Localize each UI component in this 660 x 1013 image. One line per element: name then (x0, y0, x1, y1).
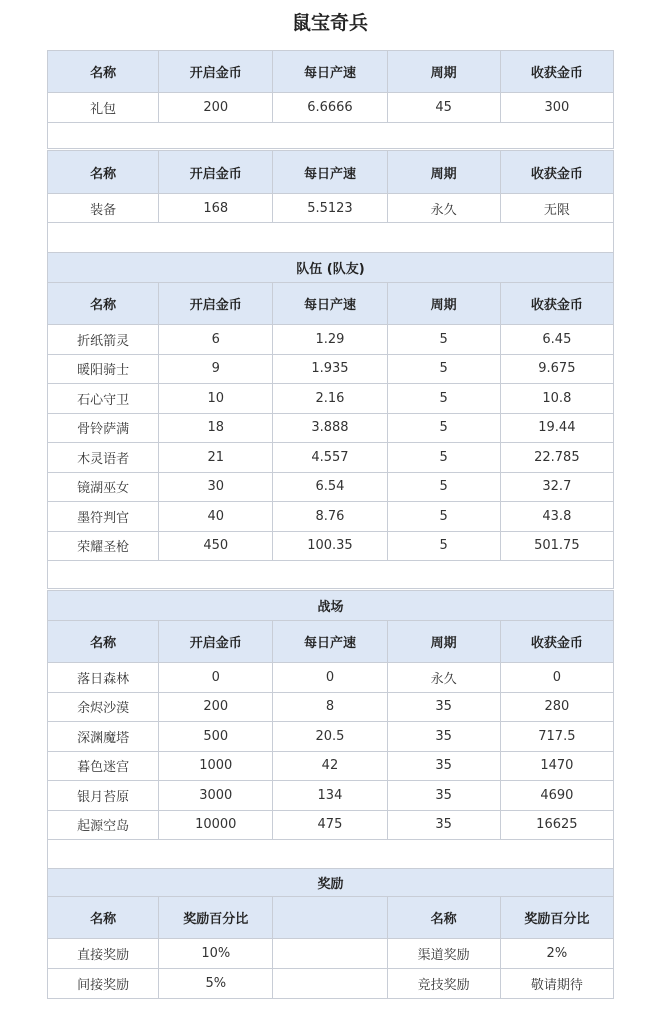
header-cell-percent-2: 奖励百分比 (500, 897, 613, 939)
table-cell: 无限 (500, 194, 613, 223)
table-cell: 35 (387, 810, 500, 840)
table-cell: 500 (159, 722, 273, 752)
table-cell: 5 (387, 502, 500, 532)
table-cell: 5 (387, 443, 500, 473)
table-row (48, 531, 614, 561)
header-cell-cost: 开启金币 (159, 621, 273, 663)
header-cell-name: 名称 (48, 51, 159, 93)
section-title-row (48, 869, 614, 897)
table-cell: 32.7 (500, 472, 613, 502)
table-cell: 10000 (159, 810, 273, 840)
table-cell: 间接奖励 (48, 969, 159, 999)
table-cell: 450 (159, 531, 273, 561)
table-cell: 1.935 (273, 354, 387, 384)
reward-table (47, 868, 614, 999)
table-cell: 35 (387, 722, 500, 752)
header-cell-cost: 开启金币 (159, 151, 273, 194)
table-cell: 5% (159, 969, 273, 999)
header-cell-name-2: 名称 (387, 897, 500, 939)
table-cell: 134 (273, 781, 387, 811)
table-cell: 6.45 (500, 325, 613, 355)
battlefield-table (47, 590, 614, 869)
table-cell: 起源空岛 (48, 810, 159, 840)
header-cell-name: 名称 (48, 621, 159, 663)
gift-table (47, 50, 614, 149)
table-cell: 装备 (48, 194, 159, 223)
header-cell-rate: 每日产速 (273, 283, 387, 325)
table-cell: 1470 (500, 751, 613, 781)
table-cell: 8.76 (273, 502, 387, 532)
header-cell-empty (273, 897, 387, 939)
table-cell: 475 (273, 810, 387, 840)
table-cell: 6.6666 (273, 93, 387, 123)
table-cell: 5.5123 (273, 194, 387, 223)
table-cell: 200 (159, 93, 273, 123)
header-cell-name: 名称 (48, 151, 159, 194)
table-row (48, 751, 614, 781)
table-cell: 落日森林 (48, 663, 159, 693)
table-cell: 9.675 (500, 354, 613, 384)
spacer-row (48, 840, 614, 869)
page-title: 鼠宝奇兵 (291, 12, 368, 34)
table-cell (273, 969, 387, 999)
table-row (48, 502, 614, 532)
table-row (48, 939, 614, 969)
table-cell: 35 (387, 781, 500, 811)
table-cell: 9 (159, 354, 273, 384)
header-row (48, 151, 614, 194)
header-row (48, 51, 614, 93)
table-cell: 1.29 (273, 325, 387, 355)
table-cell: 暮色迷宫 (48, 751, 159, 781)
table-cell: 3.888 (273, 413, 387, 443)
table-cell: 2% (500, 939, 613, 969)
header-cell-period: 周期 (387, 51, 500, 93)
table-cell: 8 (273, 692, 387, 722)
table-cell: 木灵语者 (48, 443, 159, 473)
table-cell: 10% (159, 939, 273, 969)
spacer-row (48, 223, 614, 253)
table-cell: 300 (500, 93, 613, 123)
table-cell: 35 (387, 751, 500, 781)
table-row (48, 413, 614, 443)
table-cell: 敬请期待 (500, 969, 613, 999)
header-row (48, 621, 614, 663)
table-cell: 280 (500, 692, 613, 722)
table-cell: 5 (387, 472, 500, 502)
table-cell: 镜湖巫女 (48, 472, 159, 502)
table-cell: 40 (159, 502, 273, 532)
table-cell: 3000 (159, 781, 273, 811)
spacer-row (48, 123, 614, 149)
header-cell-harvest: 收获金币 (500, 51, 613, 93)
section-title: 队伍 (队友) (48, 253, 614, 283)
table-cell: 200 (159, 692, 273, 722)
table-cell: 717.5 (500, 722, 613, 752)
table-row (48, 325, 614, 355)
table-row (48, 443, 614, 473)
table-cell: 6.54 (273, 472, 387, 502)
table-cell: 墨符判官 (48, 502, 159, 532)
header-cell-harvest: 收获金币 (500, 283, 613, 325)
header-row (48, 283, 614, 325)
table-cell: 6 (159, 325, 273, 355)
table-cell: 5 (387, 354, 500, 384)
table-row (48, 692, 614, 722)
table-row (48, 384, 614, 414)
section-title: 奖励 (48, 869, 614, 897)
table-cell: 43.8 (500, 502, 613, 532)
table-cell: 0 (159, 663, 273, 693)
header-cell-cost: 开启金币 (159, 283, 273, 325)
header-cell-name: 名称 (48, 897, 159, 939)
header-cell-period: 周期 (387, 283, 500, 325)
equip-table (47, 150, 614, 253)
header-cell-name: 名称 (48, 283, 159, 325)
table-row (48, 810, 614, 840)
table-cell: 5 (387, 325, 500, 355)
table-cell: 45 (387, 93, 500, 123)
table-cell: 10.8 (500, 384, 613, 414)
table-cell: 10 (159, 384, 273, 414)
table-cell (273, 939, 387, 969)
header-cell-rate: 每日产速 (273, 51, 387, 93)
table-cell: 0 (273, 663, 387, 693)
table-cell: 永久 (387, 194, 500, 223)
section-title-row (48, 591, 614, 621)
table-cell: 荣耀圣枪 (48, 531, 159, 561)
table-cell: 2.16 (273, 384, 387, 414)
spacer-row (48, 561, 614, 589)
table-cell: 4.557 (273, 443, 387, 473)
table-row (48, 472, 614, 502)
team-table (47, 252, 614, 589)
header-cell-period: 周期 (387, 621, 500, 663)
header-cell-harvest: 收获金币 (500, 621, 613, 663)
table-cell: 银月苔原 (48, 781, 159, 811)
table-row (48, 722, 614, 752)
table-cell: 竞技奖励 (387, 969, 500, 999)
table-cell: 深渊魔塔 (48, 722, 159, 752)
table-cell: 1000 (159, 751, 273, 781)
table-row (48, 194, 614, 223)
table-cell: 100.35 (273, 531, 387, 561)
table-cell: 20.5 (273, 722, 387, 752)
section-title-row (48, 253, 614, 283)
table-cell: 4690 (500, 781, 613, 811)
table-cell: 骨铃萨满 (48, 413, 159, 443)
table-cell: 折纸箭灵 (48, 325, 159, 355)
header-cell-percent: 奖励百分比 (159, 897, 273, 939)
header-row (48, 897, 614, 939)
table-row (48, 969, 614, 999)
table-row (48, 93, 614, 123)
header-cell-cost: 开启金币 (159, 51, 273, 93)
header-cell-rate: 每日产速 (273, 621, 387, 663)
table-cell: 余烬沙漠 (48, 692, 159, 722)
table-cell: 直接奖励 (48, 939, 159, 969)
table-row (48, 781, 614, 811)
table-cell: 21 (159, 443, 273, 473)
table-cell: 168 (159, 194, 273, 223)
table-cell: 22.785 (500, 443, 613, 473)
table-cell: 42 (273, 751, 387, 781)
header-cell-harvest: 收获金币 (500, 151, 613, 194)
table-cell: 19.44 (500, 413, 613, 443)
table-cell: 16625 (500, 810, 613, 840)
table-cell: 5 (387, 531, 500, 561)
table-cell: 18 (159, 413, 273, 443)
table-row (48, 663, 614, 693)
table-cell: 永久 (387, 663, 500, 693)
table-cell: 暖阳骑士 (48, 354, 159, 384)
table-cell: 0 (500, 663, 613, 693)
table-cell: 5 (387, 384, 500, 414)
table-cell: 渠道奖励 (387, 939, 500, 969)
table-cell: 5 (387, 413, 500, 443)
section-title: 战场 (48, 591, 614, 621)
header-cell-rate: 每日产速 (273, 151, 387, 194)
table-row (48, 354, 614, 384)
table-cell: 35 (387, 692, 500, 722)
table-cell: 礼包 (48, 93, 159, 123)
table-cell: 石心守卫 (48, 384, 159, 414)
header-cell-period: 周期 (387, 151, 500, 194)
table-cell: 30 (159, 472, 273, 502)
table-cell: 501.75 (500, 531, 613, 561)
